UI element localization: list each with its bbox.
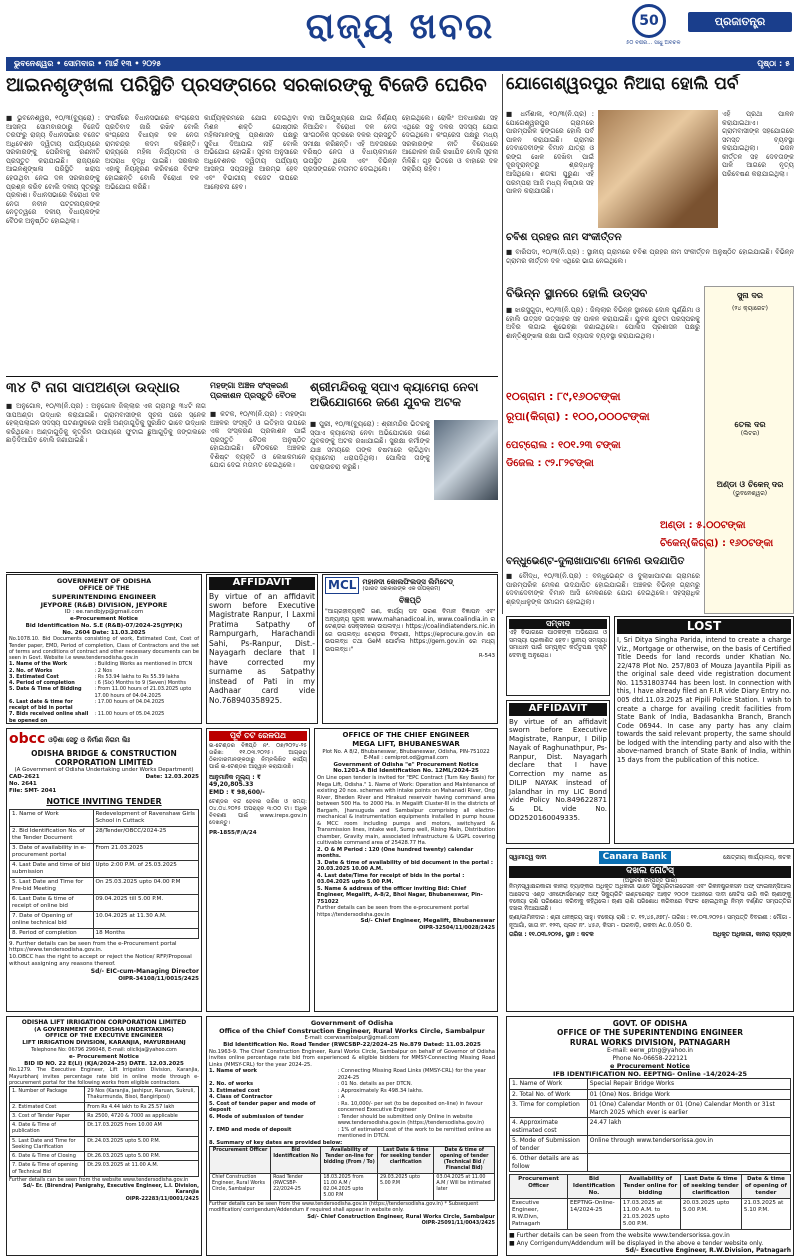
list-item-value: : Rs. 10,000/- per set (to be deposited on-line) in favour concerned Executive Engineer <box>337 1100 483 1114</box>
notice-line: LIFT IRRIGATION DIVISION, KARANJIA, MAYURBHANJ <box>22 1040 186 1047</box>
table-cell: 09.04.2025 till 5.00 P.M. <box>93 894 198 911</box>
table-header-cell: Bid Identification No <box>271 1147 321 1174</box>
lift-irrigation-notice <box>6 1016 202 1256</box>
canara-title: ଦଖଲ ନୋଟିସ୍ <box>509 866 791 877</box>
table-cell: 1. Name of Work <box>10 809 94 826</box>
notice-phone: Phone No-06658-222121 <box>612 1054 688 1062</box>
list-item <box>209 1101 495 1114</box>
fuel-rate-sub: (ଲିଟର) <box>740 430 760 437</box>
notice-sign: Sd/- Er. (Birendra) Panigrahy, Executive Engineer, L.I. Division, Karanjia <box>22 1183 199 1196</box>
table-cell: 18 Months <box>93 928 198 938</box>
naam-body: ■ ବାରିପଦା, ୧୦/୩(ନି.ପ୍ର) : ସ୍ଥାନୀୟ ଗ୍ରାମରେ ଚବିଶ ପ୍ରହର ନାମ ସଂକୀର୍ତ୍ତନ ଅନୁଷ୍ଠିତ ହୋଇଯାଇଛି। ବିଭିନ୍ନ ଗ୍ରାମର କୀର୍ତ୍ତନ ଦଳ ଏଥିରେ ଭାଗ ନେଇଥିଲେ। <box>506 248 794 265</box>
table-cell: Dt.29.03.2025 at 11.00 A.M. <box>85 1161 199 1177</box>
table-cell: 10.04.2025 at 11.30 A.M. <box>93 911 198 928</box>
notice-line: Government of Odisha "e" Procurement Notice <box>333 761 479 768</box>
table-cell: 4. Last Date and time of bid submission <box>10 860 94 877</box>
obcc-ref: CAD-2621 <box>9 774 40 781</box>
table-cell: Upto 2:00 P.M. of 25.03.2025 <box>93 860 198 877</box>
list-item-value: : 1% of estimated cost of the work to be remitted online as mentioned in DTCN. <box>337 1126 492 1140</box>
list-item <box>9 699 199 712</box>
rural-sambalpur-notice <box>206 1016 498 1256</box>
table-row <box>10 1152 199 1161</box>
table-cell: 4. Approximate estimated cost <box>510 1118 588 1136</box>
table-row <box>10 1111 199 1120</box>
notice-line: Bid Identification No. Road Tender (RWCSBP-22/2024-25 No.879 Dated: 11.03.2025 <box>223 1041 481 1048</box>
mcl-sub: (ଭାରତ ସରକାରଙ୍କ ଏକ ଉପକ୍ରମ) <box>362 586 441 593</box>
notice-line: e- Procurement Notice <box>69 1053 139 1060</box>
table-cell: Rs 2500, 4720 & 7000 as applicable <box>85 1111 199 1120</box>
notice-foot: ■ Any Corrigendum/Addendum will be displayed in the above e tender website only. <box>509 1239 764 1247</box>
table-header-cell: Procurement Officer <box>210 1147 271 1174</box>
lost-title: LOST <box>617 619 791 634</box>
table-header-cell: Availability of Tender online for bidding <box>620 1175 680 1199</box>
table-cell: On 25.03.2025 upto 04.00 P.M <box>93 877 198 894</box>
table-cell: Dt.17.03.2025 from 10.00 AM <box>85 1121 199 1137</box>
affidavit-2 <box>506 700 610 844</box>
table-header-cell: Procurement Officer <box>510 1175 568 1199</box>
notice-line: e Procurement Notice <box>610 1062 690 1071</box>
table-cell: From 21.03.2025 <box>93 843 198 860</box>
railway-title: ପୂର୍ବ ତଟ ରେଳପଥ <box>209 731 307 741</box>
notice-line: IFB IDENTIFICATION NO. EEPTNG- Online -14/2024-25 <box>552 1070 748 1079</box>
notice-line: OFFICE OF THE EXECUTIVE ENGINEER <box>45 1033 163 1040</box>
table-cell: 2. Estimated Cost <box>10 1102 85 1111</box>
table-row <box>10 911 199 928</box>
temple-body: ■ ପୁରୀ, ୧୦/୩(ବ୍ୟୁରୋ) : ଶ୍ରୀମନ୍ଦିର ଭିତରକୁ ସ୍ପାଏ କ୍ୟାମେରା ନେବା ଅଭିଯୋଗରେ ଜଣେ ଯୁବକଙ୍କୁ ଅଟକ ରଖାଯାଇଛି। ସୁରକ୍ଷା କର୍ମୀଙ୍କ ଯାଞ୍ଚ ସମୟରେ ତାଙ୍କ ଚଷମାରେ ଲାଗିଥିବା କ୍ୟାମେରା ଧରାପଡ଼ିଥିଲା। ପୋଲିସ ତାଙ୍କୁ ପଚରାଉଚରା କରୁଛି। <box>310 420 430 471</box>
table-cell: 8. Period of completion <box>10 928 94 938</box>
notice-line: CORPORATION LIMITED <box>55 757 153 767</box>
railway-body-2: ଟେଣ୍ଡର ବନ୍ଦ ହେବାର ତାରିଖ ଓ ସମୟ: ୦୪.୦୪.୨୦୨୫ ଅପରାହ୍ନ ୩:୦୦ ଟା। ଅଧିକ ବିବରଣୀ ପାଇଁ www.ireps.gov.in ଦେଖନ୍ତୁ। <box>209 799 307 827</box>
table-cell: 24.47 lakh <box>587 1118 790 1136</box>
notice-line: OFFICE OF THE <box>78 585 130 593</box>
notice-line: GOVT. OF ODISHA <box>612 1019 688 1028</box>
silver-rate-value: ରୂପା(କିଗ୍ରା) : ୧୦୦,୦୦୦ଟଙ୍କା <box>506 410 650 423</box>
list-item <box>209 1068 495 1081</box>
list-item-value: : 01 No. details as per DTCN. <box>337 1081 413 1088</box>
gold-rate-label: ସୁନା ଦର <box>736 291 763 300</box>
railway-body: ଇ-ଟେଣ୍ଡର ବିଜ୍ଞପ୍ତି ନଂ. ୦୭/୨୦୨୪-୨୫ ତାରିଖ: ୧୧.୦୩.୨୦୨୫। ଆଗ୍ରହୀ ଠିକାଦାରମାନଙ୍କଠାରୁ ନିମ୍ନଲିଖିତ କାର୍ଯ୍ୟ ପାଇଁ ଇ-ଟେଣ୍ଡର ଆହ୍ୱାନ କରାଯାଉଛି। <box>209 743 307 770</box>
affidavit-body: By virtue of an affidavit sworn before Executive Magistrate Ranpur, I Laxmi Pratima Satpathy of Rampurgarh, Harachandi Sahi, Ps-Ranpur, Dist.-Nayagarh declare that I have corrected my surname as Satpathy instead of Pati in my Aadhaar card vide No.768940358925. <box>209 591 315 705</box>
obcc-title: NOTICE INVITING TENDER <box>46 796 162 806</box>
rural-patnagarh-summary <box>509 1174 791 1230</box>
table-cell: 03.04.2025 at 11.00 A.M / Will be intimated later <box>434 1174 495 1201</box>
notice-foot: ■ Further details can be seen from the website www.tendersorissa.gov.in <box>509 1232 730 1240</box>
canara-header <box>509 851 791 864</box>
list-item <box>209 1127 495 1140</box>
notice-line: MEGA LIFT, BHUBANESWAR <box>352 739 460 748</box>
obcc-oipr: OIPR-34108/11/0015/2425 <box>118 975 199 982</box>
notice-line: ODISHA BRIDGE & CONSTRUCTION <box>31 748 177 758</box>
table-row <box>10 809 199 826</box>
rates-sidebar <box>704 286 794 614</box>
notice-line: No. 2604 Date: 11.03.2025 <box>62 629 146 636</box>
list-item-value: : Connecting Missing Road Links (MMSY-CRL) for the year 2024-25 <box>337 1068 486 1081</box>
notice-line: (A GOVERNMENT OF ODISHA UNDERTAKING) <box>34 1026 174 1033</box>
table-cell: 6. Last Date & time of receipt of online bid <box>10 894 94 911</box>
list-item-value: : A <box>337 1094 345 1101</box>
mahanga-body: ■ କଟକ, ୧୦/୩(ନି.ପ୍ର) : ମହଙ୍ଗା ଅଞ୍ଚଳର ସଂସ୍କୃତି ଓ ଇତିହାସ ଉପରେ ଏକ ସଂସ୍କରଣ ପ୍ରକାଶନ ପାଇଁ ପ୍ରସ୍ତୁତି ବୈଠକ ଅନୁଷ୍ଠିତ ହୋଇଯାଇଛି। ବୈଠକରେ ଅଞ୍ଚଳର ବିଶିଷ୍ଟ ବ୍ୟକ୍ତି ଓ ଲେଖକମାନେ ଯୋଗ ଦେଇ ମତାମତ ଦେଇଥିଲେ। <box>210 410 306 470</box>
lead-col-1: ■ ଭୁବନେଶ୍ୱର, ୧୦/୩(ବ୍ୟୁରୋ) : ଆସନ୍ତା ସୋମବାରଠାରୁ ବିଜେଡି ତରଫରୁ ରାଜ୍ୟ ବିଧାନସଭାର ବଜେଟ ଅଧିବେଶନ ଦ୍ୱିତୀୟ ପର୍ଯ୍ୟାୟରେ ସରକାରଙ୍କୁ ଘେରିବାକୁ ରଣନୀତି ପ୍ରସ୍ତୁତ କରାଯାଇଛି। ରାଜ୍ୟରେ ଆଇନଶୃଙ୍ଖଳା ପରିସ୍ଥିତି ଖରାପ ହେଉଥିବା ନେଇ ଦଳ ସରକାରଙ୍କୁ ପ୍ରଶ୍ନ କରିବ ବୋଲି ଦଳୀୟ ସୂତ୍ରରୁ ପ୍ରକାଶ। ବିଧାନସଭାରେ ବିରୋଧୀ ଦଳ ନେତା ନବୀନ ପଟ୍ଟନାୟକଙ୍କ ନେତୃତ୍ୱରେ ଦଳୀୟ ବିଧାୟକଙ୍କ ବୈଠକ ଅନୁଷ୍ଠିତ ହୋଇଥିଲା। <box>6 114 100 225</box>
table-row <box>10 1102 199 1111</box>
obcc-logo: obcc <box>9 731 46 747</box>
megalift-item: Further details can be seen from the e-procurement portal https://tendersodisha.gov.in <box>317 905 469 918</box>
egg-rate-label: ଅଣ୍ଡା ଓ ଚିକେନ୍ ଦର <box>716 480 784 489</box>
table-row <box>10 1121 199 1137</box>
list-item-label: 7. EMD and mode of deposit <box>209 1126 292 1133</box>
table-row <box>10 826 199 843</box>
table-header-row <box>210 1147 495 1174</box>
temple-photo <box>434 420 498 500</box>
list-item <box>9 711 199 724</box>
megalift-item: 3. Date & time of availability of bid document in the portal : 20.03.2025 10.00 A.M. <box>317 859 493 873</box>
rural-sambalpur-list <box>209 1068 495 1140</box>
lost-notice <box>614 616 794 844</box>
mcl-logo: MCL <box>325 577 359 594</box>
table-cell: 3. Cost of Tender Paper <box>10 1111 85 1120</box>
mcl-notice <box>322 574 498 724</box>
notice-email: ID : ee.randbjyp@gmail.com <box>64 608 144 615</box>
rural-patnagarh-table <box>509 1078 791 1172</box>
notice-line: e-Procurement Notice <box>70 615 138 622</box>
list-item-label: 2. No. of Works <box>9 667 53 674</box>
table-header-row <box>510 1175 791 1199</box>
diesel-rate: ଡିଜେଲ : ୯୨.୮୨ଟଙ୍କା <box>506 458 594 469</box>
notice-email: E-Mail : cemlprot.od@gmail.com <box>363 755 449 761</box>
notice-line: Office of the Chief Construction Engineer, Rural Works Circle, Sambalpur <box>219 1027 485 1036</box>
brand-logo: ପ୍ରଜାତନ୍ତ୍ର <box>688 12 792 32</box>
megalift-item: 5. Name & address of the officer inviting Bid: Chief Engineer, Megalift, A-8/2, Bhoi Nagar, Bhubaneswar, Pin-751022 <box>317 885 483 905</box>
notice-line: No.1201-A Bid Identification No. 12ML/2024-25 <box>333 768 479 775</box>
obcc-foot-2: 10.OBCC has the right to accept or reject the Notice/ RFP/Proposal without assigning any reasons thereof. <box>9 954 192 968</box>
obcc-date: Date: 12.03.2025 <box>145 774 199 781</box>
table-header-cell: Availability of Tender on-line for bidding (From / To) <box>321 1147 378 1174</box>
holi-body-2: ଏହି ପ୍ରଥା ପାଳନ କରାଯାଇଥାଏ। ଗ୍ରାମବାସୀଙ୍କ ସହଯୋଗରେ ସମସ୍ତ ବ୍ୟବସ୍ଥା କରାଯାଇଥିଲା। ଭଜନ କୀର୍ତ୍ତନ ସହ ଦେବତାଙ୍କ ପାଳି ଆଗରେ ନୃତ୍ୟ ପରିବେଷଣ କରାଯାଇଥିଲା। <box>722 110 794 178</box>
table-row <box>510 1100 791 1118</box>
canara-branch: କ୍ଷେତ୍ରୀୟ କାର୍ଯ୍ୟାଳୟ, କଟକ <box>723 853 791 861</box>
holi-body: ■ ଧର୍ମଶାଳା, ୧୦/୩(ନି.ପ୍ର) : ଯୋଗେଶ୍ୱରପୁର ଗ୍ରାମରେ ପାରମ୍ପରିକ ଢଙ୍ଗରେ ହୋଲି ପର୍ବ ପାଳନ କରାଯାଇଛି। ଗ୍ରାମର ଦେବାଦେବୀଙ୍କ ବିମାନ ଯାତ୍ରା ଓ ରଙ୍ଗ ଖେଳ ଦେଖିବା ପାଇଁ ଦୂରଦୂରାନ୍ତରୁ ଶ୍ରଦ୍ଧାଳୁ ଆସିଥିଲେ। ଶତାବ୍ଦୀ ପୁରୁଣା ଏହି ପରମ୍ପରା ଆଜି ମଧ୍ୟ ନିଷ୍ଠାର ସହ ପାଳନ କରାଯାଉଛି। <box>506 110 594 196</box>
notice-summary: 8. Summary of key dates are provided below: <box>209 1139 343 1146</box>
notice-table <box>9 661 199 724</box>
megalift-body: On Line open tender is invited for "EPC Contract (Turn Key Basis) for Mega Lift, Odisha." 1. Name of Work: Operation and Maintenance of existing 20 nos. schemes with intake points on Mahanadi River, Ong River, Bheden River and Hirakud reservoir having command area between 500 Ha. to 2000 Ha. in Megalift Cluster-III in the districts of Bargarh, Jharsuguda and Sambalpur comprising all electro-mechanical & instrumentation equipments installed in pump house & MCC room including pumps and motors, switchyard & Transmission lines, intake well, Sump well, Rising Main, Distribution chamber, Gravity main, associated infrastructure & UGPL covering cultivable command area of 25428.77 Ha. <box>317 775 495 847</box>
table-cell: 1. Name of Work <box>510 1079 588 1090</box>
table-cell: 21.03.2025 at 5.10 P.M. <box>741 1199 790 1230</box>
obcc-header <box>9 731 199 749</box>
snake-body: ■ ଅନୁଗୋଳ, ୧୦/୩(ନି.ପ୍ର) : ଅନୁଗୋଳ ଜିଲ୍ଲାର ଏକ ଗ୍ରାମରୁ ୩୪ଟି ନାଗ ସାପଅଣ୍ଡା ଉଦ୍ଧାର କରାଯାଇଛି। ଗ୍ରାମବାସୀଙ୍କ ସୂଚନା ପରେ ସ୍ନେକ ହେଲ୍ପଲାଇନ ସଦସ୍ୟ ଘଟଣାସ୍ଥଳରେ ପହଞ୍ଚି ଅଣ୍ଡାଗୁଡ଼ିକୁ ସୁରକ୍ଷିତ ଭାବେ ଉଦ୍ଧାର କରିଥିଲେ। ଅଣ୍ଡାଗୁଡ଼ିକୁ କୃତ୍ରିମ ଉପାୟରେ ଫୁଟାଇ ଛୁଆଗୁଡ଼ିକୁ ଜଙ୍ଗଲରେ ଛାଡ଼ିଦିଆଯିବ ବୋଲି ଜଣାଯାଇଛି। <box>6 402 206 445</box>
megalift-oipr: OIPR-32504/11/0028/2425 <box>418 925 495 932</box>
notice-email: E-mail: ccerwsambalpur@gmail.com <box>304 1035 400 1042</box>
lead-col-4: ବାରା ଆଭିମୁଖ୍ୟରେ ଯାଇ ନିର୍ଣ୍ଣୟ ନିଆଯିବ। ବିରୋଧୀ ଦଳ ନେତା ସାଂଗଠନିକ ସ୍ତରରେ ଦଳର ପ୍ରସ୍ତୁତି ସମୀକ୍ଷା କରିଛନ୍ତି। ଏହି ଅବସରରେ ବରିଷ୍ଠ ନେତା ଓ ବିଧାୟକମାନେ ଉପସ୍ଥିତ ଥିଲେ ଏବଂ ବିଭିନ୍ନ ପ୍ରସଙ୍ଗରେ ମତାମତ ଦେଇଥିଲେ। <box>303 114 397 174</box>
table-row <box>10 1087 199 1103</box>
table-cell: 2. Total No. of Work <box>510 1089 588 1100</box>
table-row <box>10 1161 199 1177</box>
bindhu-body: ■ ବୌଦ୍ଧ, ୧୦/୩(ନି.ପ୍ର) : ବନ୍ଧୁଭେଣ୍ଟ ଓ ଦୁଲାଖାପାଟଣା ଗ୍ରାମରେ ପାରମ୍ପରିକ ମେଳଣ ଉଦଯାପିତ ହୋଇଯାଇଛି। ଅଞ୍ଚଳର ବିଭିନ୍ନ ଗ୍ରାମରୁ ଦେବାଦେବୀଙ୍କ ବିମାନ ଆସି ମେଳଣରେ ଯୋଗ ଦେଇଥିଲେ। ସହସ୍ରାଧିକ ଶ୍ରଦ୍ଧାଳୁଙ୍କ ସମାଗମ ହୋଇଥିଲା। <box>506 572 700 606</box>
railway-notice <box>206 728 310 1012</box>
holi-festival-body: ■ ଝାରସୁଗୁଡ଼ା, ୧୦/୩(ନି.ପ୍ର) : ଜିଲ୍ଲାର ବିଭିନ୍ନ ସ୍ଥାନରେ ଦୋଳ ପୂର୍ଣ୍ଣିମା ଓ ହୋଲି ଉତ୍ସବ ଉତ୍ସାହର ସହ ପାଳନ କରାଯାଇଛି। ଯୁବକ ଯୁବତୀ ପରସ୍ପରକୁ ଅବିର ଲଗାଇ ଶୁଭେଚ୍ଛା ଜଣାଇଥିଲେ। ପୋଲିସ ପ୍ରଶାସନ ପକ୍ଷରୁ ଶାନ୍ତିଶୃଙ୍ଖଳା ରକ୍ଷା ପାଇଁ ବ୍ୟାପକ ବ୍ୟବସ୍ଥା କରାଯାଇଥିଲା। <box>506 306 700 340</box>
list-item-label: 6. Last date & time for receipt of bid in portal <box>9 698 73 712</box>
notice-line: Government of Odisha <box>310 1019 394 1027</box>
list-item-label: 6. Mode of submission of tender <box>209 1113 304 1120</box>
obcc-notice <box>6 728 202 1012</box>
table-cell: Redevelopment of Ravenshaw Girls School in Cuttack <box>93 809 198 826</box>
list-item-label: 3. Estimated cost <box>209 1087 260 1094</box>
megalift-sign: Sd/- Chief Engineer, Megalift, Bhubaneswar <box>360 918 495 925</box>
table-header-cell: Date & time of opening of tender <box>741 1175 790 1199</box>
holi-photo <box>598 110 718 228</box>
table-cell: 3. Date of availability in e-procurement portal <box>10 843 94 860</box>
megalift-notice <box>314 728 498 1012</box>
list-item <box>9 686 199 699</box>
table-cell: Executive Engineer, R.W.Divn, Patnagarh <box>510 1199 568 1230</box>
table-cell: 18.03.2025 from 11.00 A.M / 02.04.2025 upto 5.00 P.M <box>321 1174 378 1201</box>
list-item-label: 3. Estimated Cost <box>9 673 59 680</box>
anniversary-number: 50 <box>639 13 659 29</box>
notice-line: ODISHA LIFT IRRIGATION CORPORATION LIMITED <box>21 1019 187 1026</box>
sambad-box <box>506 616 610 696</box>
list-item-value: : From 11.00 hours of 21.03.2025 upto 17.00 hours of 04.04.2025 <box>94 686 192 699</box>
table-cell: 5. Last Date and Time for Pre-bid Meeting <box>10 877 94 894</box>
obcc-file: File: SMT- 2041 <box>9 787 57 794</box>
list-item-label: 7. Bids received online shall be opened on <box>9 711 89 724</box>
table-row <box>510 1136 791 1154</box>
petrol-rate: ପେଟ୍ରୋଲ : ୧୦୧.୨୩ ଟଙ୍କା <box>506 440 621 451</box>
dateline: ଭୁବନେଶ୍ୱର • ସୋମବାର • ମାର୍ଚ୍ଚ ୧୩ • ୨୦୨୫ <box>14 59 162 68</box>
table-cell: 7. Date of Opening of online technical bid <box>10 911 94 928</box>
table-cell: 5. Last Date and Time for Seeking Clarification <box>10 1136 85 1152</box>
table-cell: 1. Number of Package <box>10 1087 85 1103</box>
list-item-label: 5. Cost of tender paper and mode of deposit <box>209 1100 316 1114</box>
table-row <box>10 894 199 911</box>
table-cell: 4. Date & Time of publication <box>10 1121 85 1137</box>
table-row <box>10 877 199 894</box>
mahanga-headline: ମହଙ୍ଗା ଅଞ୍ଚଳ ସଂସ୍କରଣ ପ୍ରକାଶନ ପ୍ରସ୍ତୁତି ବୈଠକ <box>210 380 297 400</box>
table-cell: Chief Construction Engineer, Rural Works Circle, Sambalpur <box>210 1174 271 1201</box>
table-row <box>510 1089 791 1100</box>
table-cell: 29.03.2025 upto 5.00 P.M <box>378 1174 434 1201</box>
table-cell <box>587 1154 790 1172</box>
list-item-value: : Rs 53.94 lakhs to Rs 55.39 lakhs <box>94 673 180 680</box>
mcl-ref: R-543 <box>478 653 495 659</box>
list-item-label: 5. Date & Time of Bidding <box>9 686 82 693</box>
affidavit-title: AFFIDAVIT <box>509 703 607 716</box>
table-row <box>510 1154 791 1172</box>
notice-body: No.1963-9. The Chief Construction Engineer, Rural Works Circle, Sambalpur on behalf of Governor of Odisha invites online percentage rate bid from experienced & eligible bidders for MMSY-Connecting Missing Road Links (MMSY-CRL) for the year 2024-25. <box>209 1048 495 1068</box>
notice-foot: Further details can be seen from the website www.tendersodisha.gov.in <box>9 1176 189 1183</box>
table-row <box>510 1118 791 1136</box>
table-row <box>10 860 199 877</box>
notice-foot: Further details can be seen from the www.tendersodisha.gov.in (https://tendersodisha.gov.in) * Subsequent modification/ corrigendum/Addendum if required shall appear in website only. <box>209 1201 479 1214</box>
gold-rate-value: ୧୦ଗ୍ରାମ : ୮୯,୧୬୦ଟଙ୍କା <box>506 390 621 403</box>
list-item-label: 1. Name of work <box>209 1068 257 1075</box>
megalift-item: 4. Last date/Time for receipt of bids in the portal : 03.04.2025 upto 5.00 P.M. <box>317 872 465 886</box>
table-cell: Dt.24.03.2025 upto 5.00 P.M. <box>85 1136 199 1152</box>
table-cell: 01 (One) Calendar Month or 01 (One) Calendar Month or 31st March 2025 which ever is earlier <box>587 1100 790 1118</box>
notice-line: RURAL WORKS DIVISION, PATNAGARH <box>569 1037 731 1047</box>
table-cell: 7. Date & Time of opening of Technical Bid <box>10 1161 85 1177</box>
column-divider <box>502 74 503 614</box>
table-cell: 2. Bid Identification No. of the Tender Document <box>10 826 94 843</box>
lead-story <box>6 114 498 372</box>
table-header-cell: Last Date & time for seeking tender clarification <box>378 1147 434 1174</box>
lead-col-3: କାର୍ଯ୍ୟକ୍ରମରେ ଯୋଗ ଦେଇଥିବା ମିଶନ ଶକ୍ତି ଗୋଷ୍ଠୀର ମହିଳାମାନଙ୍କୁ ପ୍ରଶାସନ ପକ୍ଷରୁ ସୁବିଧା ଦିଆଯାଇ ନାହିଁ ବୋଲି ଅଭିଯୋଗ ହୋଇଛି। ସୂଚନା ଅନୁସାରେ ଅଧିବେଶନର ଦ୍ୱିତୀୟ ପର୍ଯ୍ୟାୟ ଆସନ୍ତା ସପ୍ତାହରୁ ଆରମ୍ଭ ହେବ ଏବଂ ବିଭାଗୀୟ ବଜେଟ ଉପରେ ଆଲୋଚନା ହେବ। <box>204 114 298 191</box>
notice-line: JEYPORE (R&B) DIVISION, JEYPORE <box>40 600 168 609</box>
notice-line: SUPERINTENDING ENGINEER <box>51 592 157 601</box>
notice-line: BID ID NO. 22 E(LI) (KJA/2024-25) DATE. 12.03.2025 <box>24 1060 184 1067</box>
notices-divider <box>6 572 498 573</box>
obcc-table <box>9 809 199 939</box>
table-cell: Dt.26.03.2025 upto 5.00 P.M. <box>85 1152 199 1161</box>
masthead <box>0 0 800 56</box>
bindhu-headline: ବନ୍ଧୁଭେଣ୍ଟ-ଦୁଲାଖାପାଟଣା ମେଳଣ ଉଦଯାପିତ <box>506 556 685 567</box>
table-header-cell: Bid Identification No. <box>568 1175 621 1199</box>
lead-col-5: ହୋଇଥିଲେ। ରୋଲିଂ ଅବଧାରଣା ସହ ଏଥିରେ ସବୁ ଦଳର ସଦସ୍ୟ ଯୋଗ ଦେଇଥିଲେ। କଂଗ୍ରେସ ପକ୍ଷରୁ ମଧ୍ୟ ସରକାରଙ୍କ ନୀତି ବିରୋଧରେ ଆନ୍ଦୋଳନ ଜାରି ରଖାଯିବ ବୋଲି ସୂଚନା ମିଳିଛି। ଗୃହ ଭିତରେ ଓ ବାହାରେ ଦଳ ସକ୍ରିୟ ରହିବ। <box>402 114 498 174</box>
obcc-odia-name: ଓଡ଼ିଶା ସେତୁ ଓ ନିର୍ମାଣ ନିଗମ ଲିଃ <box>48 735 131 744</box>
table-row <box>210 1174 495 1201</box>
list-item-label: 4. Class of Contractor <box>209 1094 273 1101</box>
list-item-value: : Approximately Rs 498.34 lakhs. <box>337 1087 424 1094</box>
table-row <box>510 1199 791 1230</box>
chicken-rate: ଚିକେନ୍(କିଗ୍ରା) : ୧୬୦ଟଙ୍କା <box>660 538 774 549</box>
canara-logo: Canara Bank <box>599 851 671 864</box>
rural-sambalpur-table <box>209 1146 495 1201</box>
snake-headline: ୩୪ ଟି ନାଗ ସାପଅଣ୍ଡା ଉଦ୍ଧାର <box>6 380 180 396</box>
notice-oipr: OIPR-22283/11/0001/2425 <box>125 1195 199 1202</box>
list-item-value: : 6 (Six) Months to 9 (Seven) Months <box>94 680 187 687</box>
lost-body: I, Sri Ditya Singha Parida, intend to create a charge Viz., Mortgage or otherwise, on the basis of Certified Title Deeds for land records under Khatian No. 22/478 Plot No. 257/803 of Mouza Jayantila Pipili as the original sale deed vide registration document No. 11531803744 has been lost. In connection with this, I have already filed an F.I.R vide Diary Entry no. 005 dtd.11.03.2025 at Pipili Police Station. I wish to create a charge for availing credit facilities from State Bank of India, Badasankha Branch, Branch Code 06944. In case any party has any claim towards the said relevant property, the same should be lodged with the intending party and also with the above-named branch of State Bank of India, within 15 days from the publication of this notice. <box>617 636 791 764</box>
jeypore-notice <box>6 574 202 724</box>
canara-body: ନିମ୍ନସ୍ୱାକ୍ଷରକାରୀ କାନରା ବ୍ୟାଙ୍କର ଅଧିକୃତ ଅଧିକାରୀ ଭାବେ ସିକ୍ୟୁରିଟାଇଜେସନ ଏବଂ ରିକନଷ୍ଟ୍ରକସନ ଅଫ୍ ଫାଇନାନ୍ସିଆଲ ଆସେଟସ ଏଣ୍ଡ ଏନଫୋର୍ସମେଣ୍ଟ ଅଫ୍ ସିକ୍ୟୁରିଟି ଇଣ୍ଟରେଷ୍ଟ ଆକ୍ଟ ୨୦୦୨ ଅଧୀନରେ ଦାବୀ ନୋଟିସ ଜାରି କରି ଋଣୀଙ୍କୁ ବକେୟା ରାଶି ପରିଶୋଧ କରିବାକୁ କହିଥିଲେ। ଋଣୀ ରାଶି ପରିଶୋଧ କରିବାରେ ବିଫଳ ହୋଇଥିବାରୁ ନିମ୍ନ ବର୍ଣ୍ଣିତ ସମ୍ପତ୍ତିର ଦଖଲ ନିଆଯାଇଛି। <box>509 884 791 913</box>
naam-headline: ଚବିଶ ପ୍ରହର ନାମ ସଂକୀର୍ତ୍ତନ <box>506 232 622 243</box>
table-cell: 17.03.2025 at 11.00 A.M. to 21.03.2025 upto 5.00 P.M. <box>620 1199 680 1230</box>
table-cell: 28/Tender/OBCC/2024-25 <box>93 826 198 843</box>
list-item-value: : Building Works as mentioned in DTCN <box>94 661 193 668</box>
list-item-label: 1. Name of the Work <box>9 661 68 668</box>
notice-line: GOVERNMENT OF ODISHA <box>56 577 152 585</box>
mcl-notice-title: ବିଜ୍ଞପ୍ତି <box>398 596 422 605</box>
railway-emd: EMD : ₹ 98,600/- <box>209 788 265 796</box>
canara-sub: (ଅସ୍ଥାବର ସମ୍ପତ୍ତି ପାଇଁ) <box>622 877 678 884</box>
list-item-value: : 17.00 hours of 04.04.2025 <box>94 698 165 705</box>
notice-email: E-mail: eerw_ptng@yahoo.in <box>607 1047 693 1055</box>
notice-line: Telephone No: 06796 296048, E-mail: oliclkja@yahoo.com <box>31 1047 177 1054</box>
egg-rate-sub: (ଭୁବନେଶ୍ୱର) <box>732 490 768 497</box>
notice-sign: Sd/- Chief Construction Engineer, Rural Works Circle, Sambalpur <box>307 1213 495 1220</box>
list-item-label: 4. Period of completion <box>9 680 75 687</box>
mcl-title: ମହାନଦୀ କୋଲଫିଲଡ୍ସ ଲିମିଟେଡ୍ <box>362 577 454 586</box>
gold-rate-sub: (୨୪ କ୍ୟାରେଟ) <box>732 305 768 312</box>
megalift-item: 2. O & M Period : 120 (One hundred twenty) calendar months. <box>317 846 474 860</box>
affidavit-1 <box>206 574 318 724</box>
egg-rate-header <box>708 480 792 510</box>
row-divider <box>6 376 498 377</box>
lead-headline: ଆଇନଶୃଙ୍ଖଳା ପରିସ୍ଥିତି ପ୍ରସଙ୍ଗରେ ସରକାରଙ୍କୁ ବିଜେଡି ଘେରିବ <box>6 74 487 96</box>
canara-sign: ଅଧିକୃତ ଅଧିକାରୀ, କାନରା ବ୍ୟାଙ୍କ <box>712 931 791 938</box>
fuel-rate-header <box>708 420 792 448</box>
gold-rate-row <box>506 390 700 406</box>
table-cell: 5. Mode of Submission of tender <box>510 1136 588 1154</box>
obcc-no: No. 2641 <box>9 781 37 787</box>
table-cell: 3. Time for completion <box>510 1100 588 1118</box>
table-cell: 20.03.2025 upto 5.00 P.M. <box>680 1199 741 1230</box>
obcc-foot-1: 9. Further details can be seen from the e-Procurement portal https://www.tendersodisha.gov.in. <box>9 940 177 954</box>
table-row <box>510 1079 791 1090</box>
notice-body: No.1078.10. Bid Documents consisting of work, Estimated Cost, Cost of Tender paper, EMD, Period of completion, Class of Contractors and the set of terms and conditions of contract and other necessary documents can be seen in Govt. Website i.e www.tendersodisha.gov.in <box>9 636 199 662</box>
notice-line: Bid Identification No. S.E (R&B)-07/2024-25(JYP(K) <box>25 622 183 629</box>
table-cell: 6. Other details are as follow <box>510 1154 588 1172</box>
list-item-value: : Tender should be submitted only Online in website www.tendersodisha.gov.in (https://tendersodisha.gov.in) <box>337 1113 485 1127</box>
notice-line: Plot No. A 8/2, Bhubaneswar, Bhubaneswar, Odisha, PIN-751022 <box>322 748 490 755</box>
egg-rate: ଅଣ୍ଡା : ୫.୦୦ଟଙ୍କା <box>660 520 746 531</box>
notice-sign: Sd/- Executive Engineer, R.W.Division, Patnagarh <box>625 1247 791 1255</box>
canara-left-head: ସ୍ୱାମୀତ୍ୱ ଦାବୀ <box>509 853 547 861</box>
rural-patnagarh-notice <box>506 1016 794 1256</box>
table-cell: Special Repair Bridge Works <box>587 1079 790 1090</box>
list-item-label: 2. No. of works <box>209 1081 254 1088</box>
table-cell: Online through www.tendersorissa.gov.in <box>587 1136 790 1154</box>
section-title: ରାଜ୍ୟ ଖବର <box>305 5 495 47</box>
silver-rate-row <box>506 410 700 426</box>
list-item-value: : 11.00 hours of 05.04.2025 <box>94 711 165 718</box>
notice-line: OFFICE OF THE SUPERINTENDING ENGINEER <box>556 1028 744 1038</box>
sambad-body: ଏହି ବିଭାଗରେ ପାଠକଙ୍କ ଅଭିଯୋଗ ଓ ସମସ୍ୟା ପ୍ରକାଶିତ ହେବ। ସ୍ଥାନୀୟ ସମସ୍ୟା ସମାଧାନ ପାଇଁ ସମ୍ପୃକ୍ତ କର୍ତ୍ତୃପକ୍ଷ ଦୃଷ୍ଟି ଦେବାକୁ ଅନୁରୋଧ। <box>509 629 607 659</box>
list-item <box>209 1114 495 1127</box>
affidavit-body: By virtue of an affidavit sworn before Executive Magistrate, Ranpur, I Dilip Nayak of Raghunathpur, Ps-Ranpur, Dist. Nayagarh declare that I have Correction my name as DILIP NAYAK instead of Jalandhar in my LIC Bond vide Policy No.849622871 & DL vide No. OD2520160049335. <box>509 717 607 822</box>
anniversary-logo <box>632 4 666 38</box>
holi-festival-headline: ବିଭିନ୍ନ ସ୍ଥାନରେ ହୋଲି ଉତ୍ସବ <box>506 286 648 300</box>
sambad-title: ସମ୍ବାଦ <box>509 619 607 629</box>
railway-ref: PR-1855/F/A/24 <box>209 830 257 837</box>
mcl-body: "ଆଗ୍ରହୀବ୍ୟକ୍ତି ଗଣ, କାର୍ଯ୍ୟ ପଦ ଭରଣ ବିମାନ ବିଜ୍ଞାପନ ଏବଂ ଅନ୍ୟାନ୍ୟ ସୂଚନା www.mahanadicoal.in, www.coalindia.in ର ଟେଣ୍ଡର ସେକ୍ସନରେ ଉପଲବ୍ଧ। https://coalindiatenders.nic.in ରେ ଉପଲବ୍ଧ ଟେଣ୍ଡର ବିବରଣୀ, https://eprocure.gov.in ରେ ଉପଲବ୍ଧ ତଥା GeM ପୋର୍ଟାଲ https://gem.gov.in ରେ ମଧ୍ୟ ଉପଲବ୍ଧ।" <box>325 608 495 653</box>
affidavit-title: AFFIDAVIT <box>209 577 315 590</box>
canara-date: ତାରିଖ : ୧୧.୦୩.୨୦୨୫, ସ୍ଥାନ : କଟକ <box>509 931 594 938</box>
holi-headline: ଯୋଗେଶ୍ୱରପୁର ନିଆରା ହୋଲି ପର୍ବ <box>506 74 739 94</box>
canara-body-2: ଋଣୀ/ଜାମିନଦାର : ଶ୍ରୀ ଧନଞ୍ଜୟ ସାହୁ। ବକେୟା ରାଶି : ଟ. ୧୨,୪୫,୬୭୮/- ତାରିଖ : ୧୧.୦୩.୨୦୨୫। ସମ୍ପତ୍ତି ବିବରଣୀ : ମୌଜା - ନୂଆଗାଁ, ଖାତା ନଂ. ୧୨୩, ପ୍ଲଟ ନଂ. ୪୫୬, କିସମ - ଘରବାଡ଼ି, ରକବା Ac.0.050 ଡି. <box>509 915 791 929</box>
table-row <box>10 928 199 938</box>
anniversary-tagline: ୫୦ ବର୍ଷର... ସାଧୁ ଅବିଚଳ <box>626 40 681 46</box>
table-row <box>10 843 199 860</box>
table-header-cell: Last Date & time of seeking tender clarification <box>680 1175 741 1199</box>
dateline-bar <box>6 57 794 71</box>
page-number: ପୃଷ୍ଠା : ୫ <box>757 59 790 68</box>
table-header-cell: Date & time of opening of tender (Technical Bid / Financial Bid) <box>434 1147 495 1174</box>
temple-headline: ଶ୍ରୀମନ୍ଦିରକୁ ସ୍ପାଏ କ୍ୟାମେରା ନେବା ଅଭିଯୋଗରେ ଜଣେ ଯୁବକ ଅଟକ <box>310 380 479 409</box>
obcc-ref-row <box>9 774 199 781</box>
table-cell: Road Tender (RWCSBP-22/2024-25 <box>271 1174 321 1201</box>
table-cell: 6. Date & Time of Closing <box>10 1152 85 1161</box>
table-cell: 01 (One) Nos. Bridge Work <box>587 1089 790 1100</box>
table-row <box>10 1136 199 1152</box>
lift-irrigation-table <box>9 1086 199 1177</box>
list-item-value: : 2 Nos <box>94 667 112 674</box>
notice-line: (A Government of Odisha Undertaking under Works Department) <box>14 767 194 774</box>
notice-body: No.1279. The Executive Engineer, Lift Irrigation Division, Karanjia, Mayurbhanj invites percentage rate bid in online mode through e-procurement portal for the following works from eligible contractors. <box>9 1067 199 1086</box>
obcc-sign: Sd/- EIC-cum-Managing Director <box>90 968 199 976</box>
notice-oipr: OIPR-25091/11/0043/2425 <box>421 1220 495 1226</box>
lead-col-2: ସଂପର୍କରେ ବିଧାନସଭାରେ କଂଗ୍ରେସ ପ୍ରତିବାଦ ଜାରି ରଖିବ ବୋଲି କଂଗ୍ରେସ ବିଧାୟକ ଦଳ ନେତା ରାମଚନ୍ଦ୍ର କଦମ କହିଛନ୍ତି। ରାଜ୍ୟରେ ମହିଳା ନିର୍ଯ୍ୟାତନା ଓ ଅପରାଧ ବୃଦ୍ଧି ପାଇଛି। ସରକାର ଏହାକୁ ନିୟନ୍ତ୍ରଣ କରିବାରେ ବିଫଳ ହୋଇଛନ୍ତି ବୋଲି ବିରୋଧୀ ଦଳ ଅଭିଯୋଗ କରିଛି। <box>105 114 199 191</box>
canara-notice <box>506 848 794 1012</box>
notice-line: OFFICE OF THE CHIEF ENGINEER <box>342 731 470 739</box>
canara-footer <box>509 932 791 939</box>
fuel-rate-label: ତେଲ ଦର <box>734 420 766 429</box>
railway-cost: ଆନୁମାନିକ ମୂଲ୍ୟ : ₹ 49,20,805.33 <box>209 773 261 789</box>
table-cell: EEPTNG-Online-14/2024-25 <box>568 1199 621 1230</box>
table-cell: From Rs 4.44 lakh to Rs 25.57 lakh <box>85 1102 199 1111</box>
table-cell: 29 Nos (Karanjia, Jashipur, Raruan, Sukruli, Thakurmunda, Bisoi, Bangiriposi) <box>85 1087 199 1103</box>
mcl-header <box>325 577 495 594</box>
